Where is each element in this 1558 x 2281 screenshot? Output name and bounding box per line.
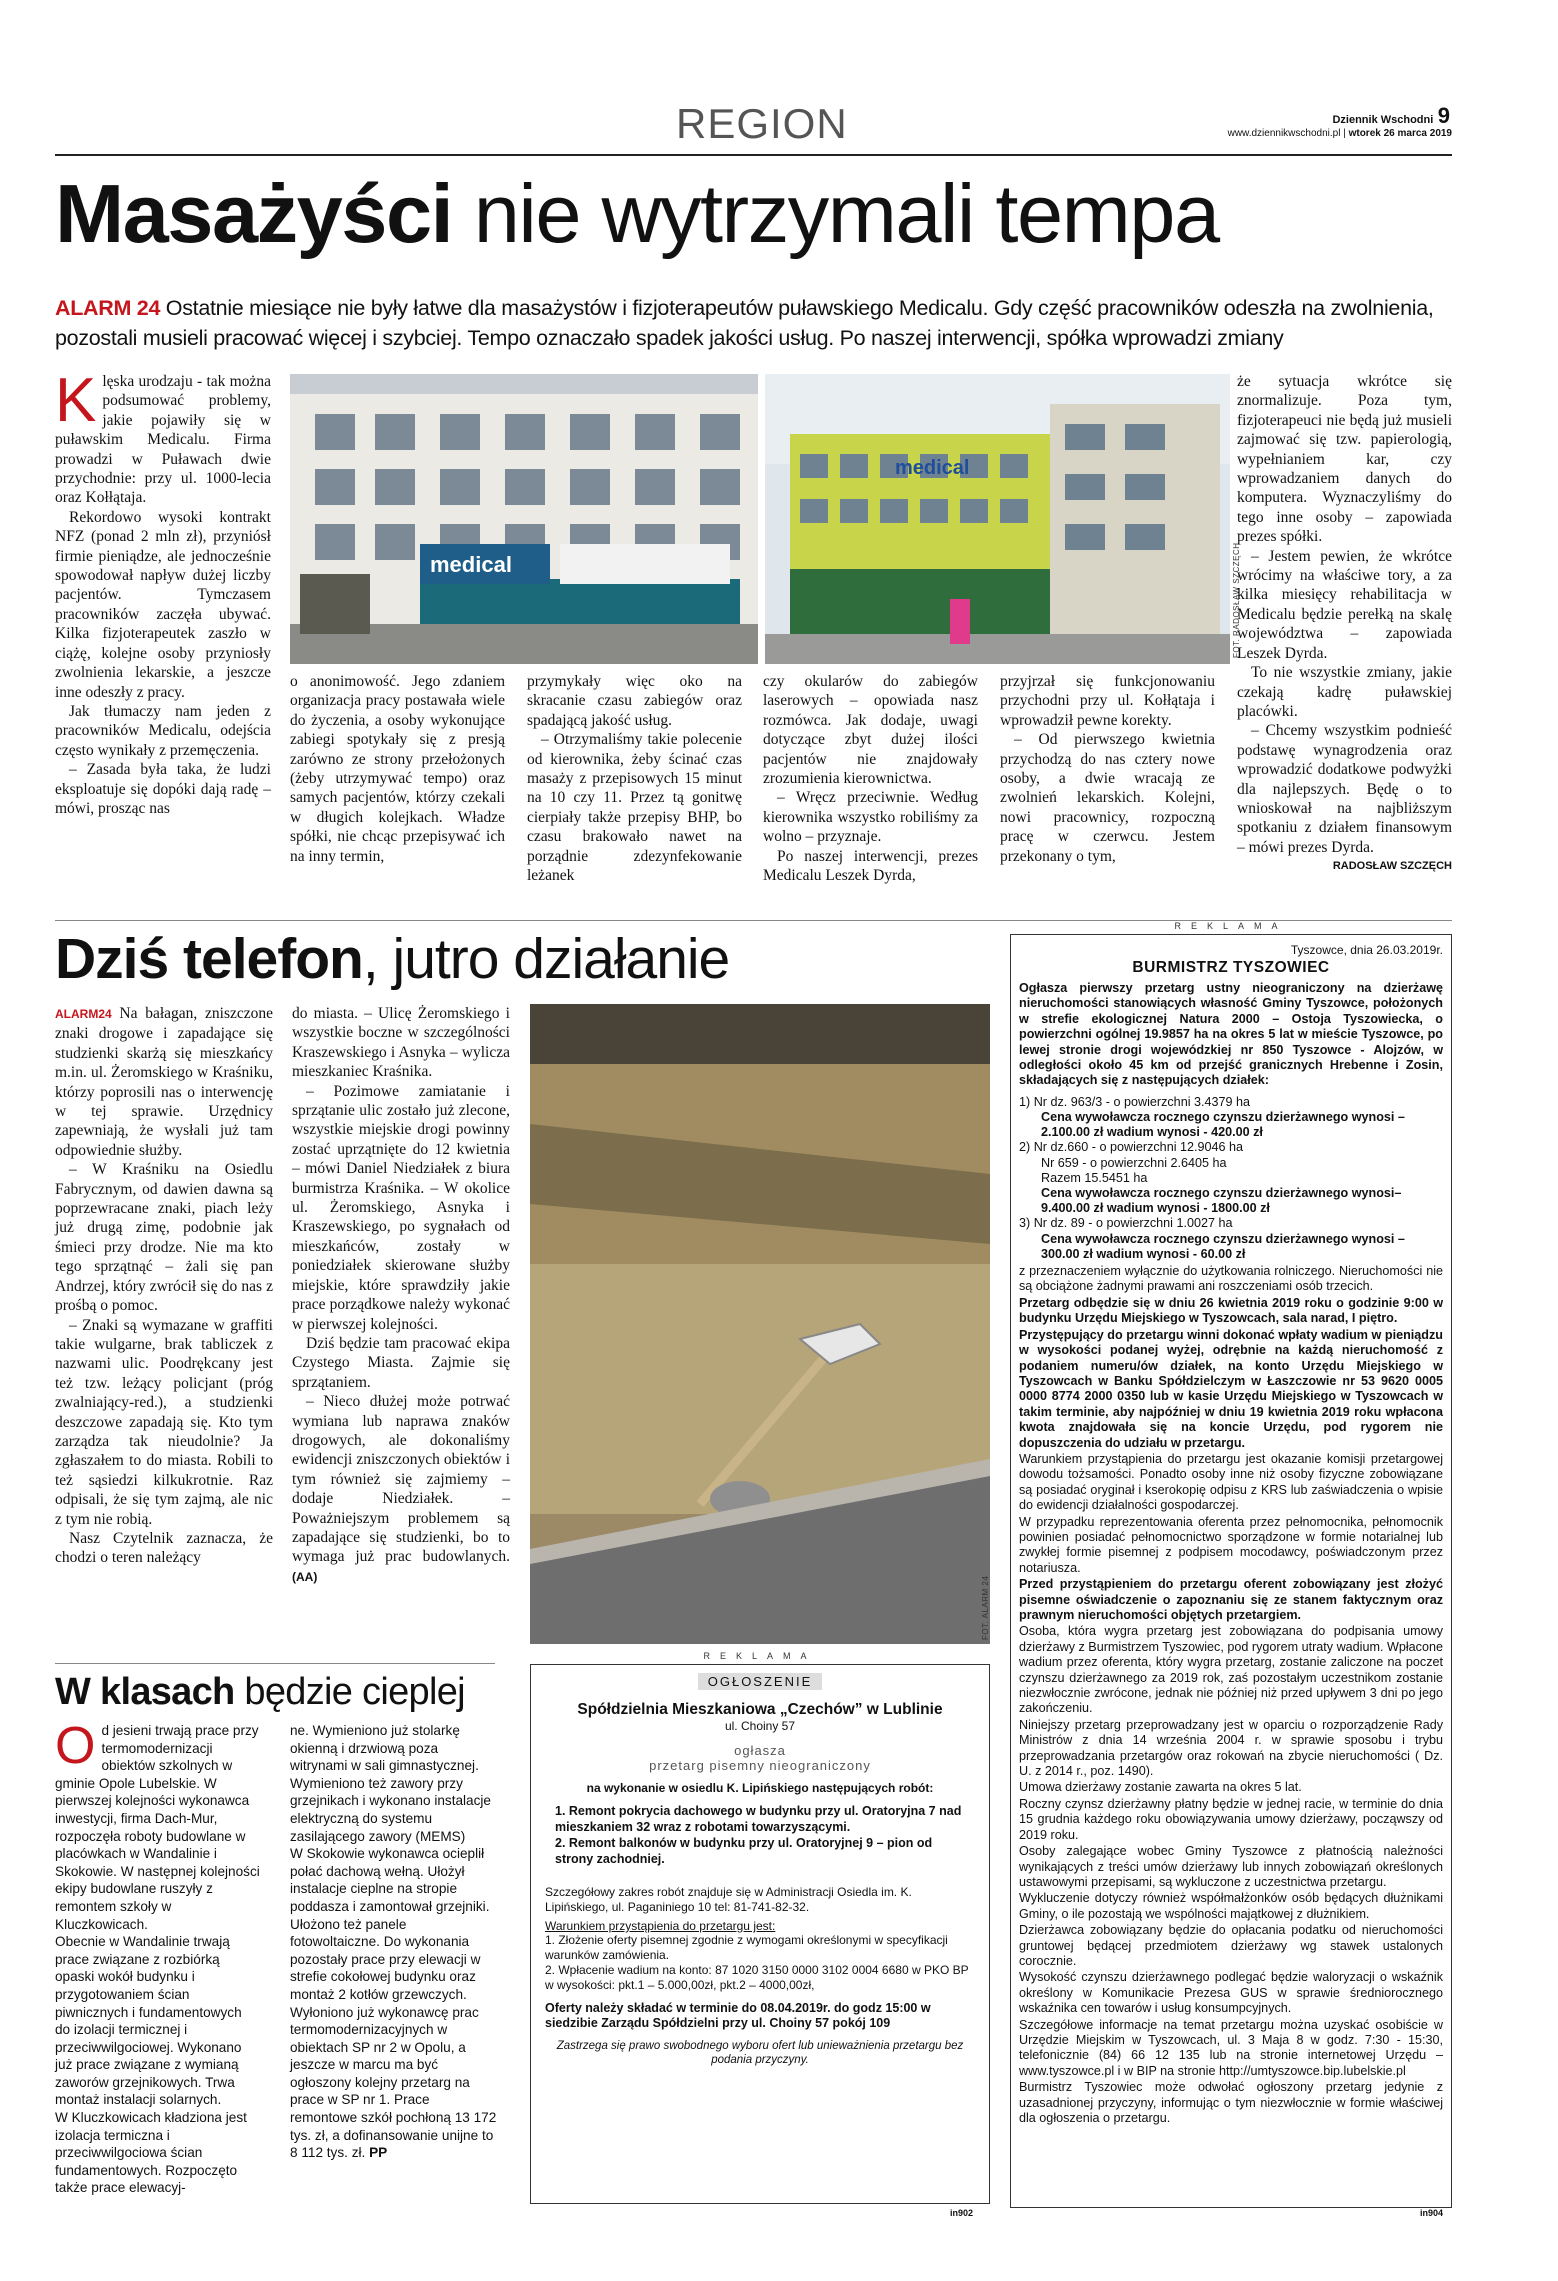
article1-text: Rekordowo wysoki kontrakt NFZ (ponad 2 mln zł), przyniósł firmie pieniądze, ale jednocześnie spowodował napływ dużej liczby pacjentów. Tymczasem pracowników zaczęła ubywać. Kilka fizjoterapeutek zaszło w ciążę, kolejne osoby przyniosły zwolnienia lekarskie, a jeszcze inne odeszły z pracy. <box>55 508 271 701</box>
sign-text: medical <box>895 457 970 479</box>
article1-title-rest: nie wytrzymali tempa <box>452 167 1219 260</box>
article1-title-bold: Masażyści <box>55 167 453 260</box>
ad-lot-price: Cena wywoławcza rocznego czynszu dzierżawnego wynosi – 2.100.00 zł wadium wynosi - 420.00 zł <box>1041 1110 1405 1140</box>
article1-text: o anonimowość. Jego zdaniem organizacja pracy postawała wiele do życzenia, a osoby wykonujące zabiegi spotykały się z presją zarówno ze strony przełożonych (żeby utrzymywać tempo) oraz samych pacjentów, którzy czekali w długich kolejkach. Władze spółki, nie chcąc przepisywać ich na inny termin, <box>290 673 505 865</box>
ad-paragraph: Dzierżawca zobowiązany będzie do opłacania podatku od nieruchomości gruntowej będącej przedmiotem dzierżawy wg stawek ustalonych corocznie. <box>1019 1923 1443 1968</box>
ad-title: BURMISTRZ TYSZOWIEC <box>1132 959 1330 976</box>
ad-code: in902 <box>950 2208 974 2218</box>
article2-title-rest: , jutro działanie <box>362 927 730 991</box>
ad-paragraph: Burmistrz Tyszowiec może odwołać ogłoszony przetarg jedynie z uzasadnionej przyczyny, informując o tym niezwłocznie w formie właściwej dla ogłoszenia o przetargu. <box>1019 2080 1443 2126</box>
fallen-road-sign-photo <box>530 1004 990 1644</box>
ad-tender: przetarg pisemny nieograniczony <box>649 1758 871 1773</box>
dropcap: O <box>55 1717 96 1775</box>
article3-text: ne. Wymieniono już stolarkę okienną i drzwiową poza witrynami w sali gimnastycznej. Wymieniono też zawory przy grzejnikach i wykonano instalacje elektryczną do systemu zasilającego zawory (MEMS) <box>290 1723 491 1844</box>
ad-paragraph: Przetarg odbędzie się w dniu 26 kwietnia 2019 roku o godzinie 9:00 w budynku Urzędu Miejskiego w Tyszowcach, sala narad, I piętro. <box>1019 1295 1443 1326</box>
article1-text: To nie wszystkie zmiany, jakie czekają kadrę puławskiej placówki. <box>1237 664 1452 720</box>
dropcap: K <box>55 366 97 435</box>
page-number: 9 <box>1437 103 1450 128</box>
ad-paragraph: Przystępujący do przetargu winni dokonać wpłaty wadium w pieniądzu w wysokości podanej wyżej, odrębnie na każdą nieruchomość z podaniem numeru/ów działek, na konto Urzędu Miejskiego w Tyszowcach w Banku Spółdzielczym w Łaszczowie nr 53 9620 0005 0000 8774 2000 0350 lub w kasie Urzędu Miejskiego w Tyszowcach w takim terminie, aby najpóźniej w dniu 19 kwietnia 2019 roku wpłacona kwota znajdowała się na koncie Urzędu, pod rygorem nie dopuszczenia do udziału w przetargu. <box>1019 1327 1443 1450</box>
ad-item: 2. Remont balkonów w budynku przy ul. Oratoryjnej 9 – pion od strony zachodniej. <box>555 1836 933 1866</box>
paper-name: Dziennik Wschodni <box>1332 114 1434 126</box>
article3-text: W Kluczkowicach kładziona jest izolacja termiczna i przeciwwilgociowa ścian fundamentowych. Rozpoczęto także prace elewacyj- <box>55 2110 247 2196</box>
ad-condition: 1. Złożenie oferty pisemnej zgodnie z wymogami określonymi w specyfikacji warunków zamówienia. <box>545 1933 948 1962</box>
ad-paragraph: Przed przystąpieniem do przetargu oferent zobowiązany jest złożyć pisemne oświadczenie o zapoznaniu się ze stanem faktycznym oraz prawnym nieruchomości objętych przetargiem. <box>1019 1577 1443 1623</box>
ad-lot: Razem 15.5451 ha <box>1041 1170 1148 1185</box>
ad-condition: 2. Wpłacenie wadium na konto: 87 1020 3150 0000 3102 0004 6680 w PKO BP w wysokości: pkt.1 – 5.000,00zł, pkt.2 – 4000,00zł, <box>545 1963 969 1992</box>
ad-lot-price: Cena wywoławcza rocznego czynszu dzierżawnego wynosi – 300.00 zł wadium wynosi - 60.00 zł <box>1041 1231 1405 1261</box>
ad-paragraph: Niniejszy przetarg przeprowadzany jest w oparciu o rozporządzenie Rady Ministrów z dnia 14 września 2004 r. w sprawie sposobu i trybu przeprowadzania przetargów oraz rokowań na zbycie nieruchomości ( Dz. U. z 2014 r., poz. 1490). <box>1019 1717 1443 1779</box>
article1-text: Jak tłumaczy nam jeden z pracowników Medicalu, odejścia często wynikały z przemęczenia. <box>55 702 271 759</box>
ad-lot: 2) Nr dz.660 - o powierzchni 12.9046 ha <box>1019 1140 1244 1155</box>
masthead-info <box>1200 103 1450 129</box>
ad-conditions <box>545 1933 975 1993</box>
ad-tyszowce <box>1010 934 1452 2208</box>
ad-item: 1. Remont pokrycia dachowego w budynku przy ul. Oratoryjna 7 nad mieszkaniem 32 wraz z robotami towarzyszącymi. <box>555 1804 962 1834</box>
article1-text: – Od pierwszego kwietnia przychodzą do nas cztery nowe osoby, a dwie wracają ze zwolnień lekarskich. Kolejni, nowi pracownicy, rozpoczną pracę w czerwcu. Jestem przekonany o tym, <box>1000 731 1215 865</box>
sign-text: medical <box>430 552 512 577</box>
article2-title <box>55 925 935 993</box>
article1-column-5 <box>1000 672 1215 866</box>
article1-text: Po naszej interwencji, prezes Medicalu Leszek Dyrda, <box>763 847 978 885</box>
ad-paragraph: W przypadku reprezentowania oferenta przez pełnomocnika, pełnomocnik powinien posiadać pełnomocnictwo sporządzone w formie notarialnej lub zwykłej formie pisemnej z podpisem mocodawcy, poświadczonym przez notariusza. <box>1019 1514 1443 1575</box>
ad-paragraph: z przeznaczeniem wyłącznie do użytkowania rolniczego. Nieruchomości nie są obciążone żadnymi prawami ani roszczeniami osób trzecich. <box>1019 1264 1443 1294</box>
article2-text: – Nieco dłużej może potrwać wymiana lub naprawa znaków drogowych, ale dokonaliśmy ewidencji zniszczonych obiektów i tym również się zajmiemy – dodaje Niedziałek. – Poważniejszym problemem są zapadające się studzienki, bo to wymaga już prac budowlanych. <box>292 1393 510 1566</box>
medical-building-photo-1 <box>290 374 758 664</box>
article3-title-rest: będzie cieplej <box>234 1671 465 1713</box>
ad-body <box>1019 1264 1443 2126</box>
ad-conditions-title: Warunkiem przystąpienia do przetargu jest: <box>545 1919 776 1933</box>
article1-column-4 <box>763 672 978 885</box>
ad-announces: ogłasza <box>734 1743 786 1758</box>
section-label: REGION <box>676 100 848 147</box>
article1-column-2 <box>290 672 505 866</box>
article2-text: do miasta. – Ulicę Żeromskiego i wszystkie boczne w szczególności Kraszewskiego i Asnyka – wylicza mieszkaniec Kraśnika. <box>292 1005 510 1081</box>
article1-column-1 <box>55 366 271 818</box>
ad-scope: Szczegółowy zakres robót znajduje się w Administracji Osiedla im. K. Lipińskiego, ul. Paganiniego 10 tel: 81-741-82-32. <box>545 1885 912 1914</box>
article1-text: czy okularów do zabiegów laserowych – opowiada nasz rozmówca. Jak dodaje, uwagi dotyczące zbyt dużej ilości pacjentów nie znajdowały zrozumienia kierownictwa. <box>763 673 978 788</box>
ad-czechow <box>530 1664 990 2204</box>
article3-text: Wyłoniono już wykonawcę prac termomodernizacyjnych w obiektach SP nr 2 w Opolu, a jeszcze w marcu ma być ogłoszony kolejny przetarg na prace w SP nr 1. Prace remontowe szkół pochłoną 13 172 tys. zł, a dofinansowanie unijne to 8 112 tys. zł. <box>290 2004 497 2161</box>
article1-column-3 <box>527 672 742 885</box>
ad-lot: Nr 659 - o powierzchni 2.6405 ha <box>1041 1155 1227 1170</box>
article3-column-2 <box>290 1722 498 2162</box>
article3-column-1 <box>55 1717 260 2197</box>
issue-date: wtorek 26 marca 2019 <box>1348 128 1452 139</box>
article2-text: Dziś będzie tam pracować ekipa Czystego Miasta. Zajmie się sprzątaniem. <box>292 1334 510 1391</box>
article2-text: – Znaki są wymazane w graffiti takie wulgarne, brak tabliczek z nazwami ulic. Poodrękcany jest też tzw. leżący policjant (próg zwalniający-red.), a studzienki deszczowe zapadają się. Kto tym zarządza tak nieudolnie? Ja zgłaszałem to do miasta. Robili to też sąsiedzi kilkukrotnie. Raz odpisali, że się tym zajmą, ale nic z tym nie robią. <box>55 1316 273 1528</box>
ad-address: ul. Choiny 57 <box>724 1719 796 1733</box>
ad-lot-price: Cena wywoławcza rocznego czynszu dzierżawnego wynosi– 9.400.00 zł wadium wynosi - 1800.00 zł <box>1041 1186 1402 1216</box>
photo-credit-1: FOT. RADOSŁAW SZCZĘCH <box>1232 542 1241 658</box>
article1-text: że sytuacja wkrótce się znormalizuje. Poza tym, fizjoterapeuci nie będą już musieli zajmować się tzw. papierologią, wypełnianiem kar, czy wprowadzaniem danych do komputera. Wyznaczyliśmy do tego inne osoby – zapowiada prezes spółki. <box>1237 373 1452 546</box>
article1-text: – Zasada była taka, że ludzi eksploatuje się dopóki dają radę – mówi, prosząc nas <box>55 761 271 817</box>
article1-lead <box>55 293 1452 353</box>
article1-text: – Chcemy wszystkim podnieść podstawę wynagrodzenia oraz wprowadzić dodatkowe podwyżki dla najlepszych. Będę o to wnioskował na najbliższym spotkaniu z działem finansowym – mówi prezes Dyrda. <box>1237 722 1452 856</box>
article2-text: – Pozimowe zamiatanie i sprzątanie ulic zostało już zlecone, wszystkie miejskie drogi powinny zostać uprzątnięte do 12 kwietnia – mówi Daniel Niedziałek z biura burmistrza Kraśnika. – W okolice ul. Żeromskiego, Asnyka i Kraszewskiego, po sygnałach od mieszkańców, zostały w poniedziałek skierowane służby miejskie, które sprawdziły jakie prace porządkowe należy wykonać w pierwszej kolejności. <box>292 1082 510 1333</box>
ad-lots <box>1019 1095 1443 1262</box>
article3-text: W Skokowie wykonawca ocieplił połać dachową wełną. Ułożył instalacje cieplne na stropie poddasza i zamontował grzejniki. Ułożono też panele fotowoltaiczne. Do wykonania pozostały prace przy elewacji w strefie cokołowej budynku oraz montaż 2 kotłów grzewczych. <box>290 1846 490 2002</box>
ad-paragraph: Szczegółowe informacje na temat przetargu można uzyskać osobiście w Urzędzie Miejskim w Tyszowcach, ul. 3 Maja 8 w godz. 7:30 - 15:30, telefonicznie (84) 66 12 135 lub na stronie internetowej Urzędu – www.tyszowce.pl i w BIP na stronie http://umtyszowce.bip.lubelskie.pl <box>1019 2017 1443 2078</box>
article2-author: (AA) <box>292 1569 318 1584</box>
article1-text: – Jestem pewien, że wkrótce wrócimy na właściwe tory, a za kilka miesięcy rehabilitacja w Medicalu będzie perełką na skalę województwa – zapowiada Leszek Dyrda. <box>1237 547 1452 662</box>
ad-paragraph: Roczny czynsz dzierżawny płatny będzie w jednej racie, w terminie do dnia 15 grudnia każdego roku obowiązywania umowy dzierżawy, począwszy od 2019 roku. <box>1019 1796 1443 1842</box>
article2-column-2 <box>292 1004 510 1587</box>
ad-lot: 1) Nr dz. 963/3 - o powierzchni 3.4379 ha <box>1019 1094 1251 1109</box>
ad-deadline: Oferty należy składać w terminie do 08.04.2019r. do godz 15:00 w siedzibie Zarządu Spółdzielni przy ul. Choiny 57 pokój 109 <box>545 2001 931 2030</box>
ad-label: OGŁOSZENIE <box>698 1673 823 1690</box>
photo-credit-2: FOT. ALARM 24 <box>981 1575 990 1640</box>
ad-intro: Ogłasza pierwszy przetarg ustny nieograniczony na dzierżawę nieruchomości stanowiących własność Gminy Tyszowce, położonych w strefie ekologicznej Natura 2000 – Ostoja Tyszowiecka, o powierzchni ogólnej 19.9857 ha na okres 5 lat w mieście Tyszowce, po lewej stronie drogi wojewódzkiej nr 850 Tyszowce - Alojzów, w odległości około 45 km od przejść granicznych Hrebenne i Zosin, składających się z następujących działek: <box>1019 981 1443 1088</box>
article1-text: – Wręcz przeciwnie. Według kierownika wszystko robiliśmy za wolno – przyznaje. <box>763 789 978 846</box>
alarm24-tag: ALARM24 <box>55 1007 112 1021</box>
article3-title <box>55 1668 500 1716</box>
alarm24-tag: ALARM 24 <box>55 296 161 320</box>
divider <box>55 1663 495 1664</box>
ad-paragraph: Warunkiem przystąpienia do przetargu jest okazanie komisji przetargowej dowodu tożsamości. Ponadto osoby inne niż osoby fizyczne zobowiązane są posiadać oryginał i kserokopię odpisu z KRS lub zaświadczenia o wpisie do ewidencji działalności gospodarczej. <box>1019 1451 1443 1513</box>
article2-text: – W Kraśniku na Osiedlu Fabrycznym, od dawien dawna są poprzewracane znaki, piach leży już drugą zimę, podobnie jak śmieci przy drodze. Nie ma kto tego sprzątnąć – żali się pan Andrzej, który zwrócił się do nas z prośbą o pomoc. <box>55 1161 273 1315</box>
ad-works <box>555 1803 965 1867</box>
article1-text: lęska urodzaju - tak można podsumować problemy, jakie pojawiły się w puławskim Medicalu. Firma prowadzi w Puławach dwie przychodnie: przy ul. 1000-lecia oraz Kołłątaja. <box>55 373 271 507</box>
ad-place-date: Tyszowce, dnia 26.03.2019r. <box>1290 943 1443 957</box>
article1-title <box>55 166 1455 262</box>
article3-title-bold: W klasach <box>55 1671 235 1713</box>
article2-text: Na bałagan, zniszczone znaki drogowe i zapadające się studzienki skarżą się mieszkańcy m.in. ul. Żeromskiego w Kraśniku, którzy poprosili nas o interwencję w tej sprawie. Urzędnicy zapewniają, że wysłali już tam odpowiednie służby. <box>55 1005 273 1159</box>
ad-code: in904 <box>1420 2208 1444 2218</box>
ad-paragraph: Osoba, która wygra przetarg jest zobowiązana do podpisania umowy dzierżawy z Burmistrzem Tyszowiec, pod rygorem utraty wadium. Wpłacone wadium przez oferenta, który wygra przetarg, zostanie zaliczone na poczet czynszu dzierżawnego za 2019 rok, zaś pozostałym uczestnikom zostanie niezwłocznie zwrócone, jednak nie później niż przed upływem 3 dni po jego zakończeniu. <box>1019 1624 1443 1716</box>
reklama-label: REKLAMA <box>703 1651 817 1661</box>
ad-reserve: Zastrzega się prawo swobodnego wyboru ofert lub unieważnienia przetargu bez podania przyczyny. <box>556 2040 964 2066</box>
medical-building-photo-2 <box>765 374 1230 664</box>
ad-org: Spółdzielnia Mieszkaniowa „Czechów” w Lublinie <box>577 1701 943 1718</box>
ad-paragraph: Osoby zalegające wobec Gminy Tyszowce z płatnością należności wynikających z treści umów dzierżawy lub innych zobowiązań określonych ustawowymi przepisami, są wykluczone z uczestnictwa przetargu. <box>1019 1844 1443 1889</box>
article2-text: Nasz Czytelnik zaznacza, że chodzi o teren należący <box>55 1529 273 1567</box>
article3-text: Obecnie w Wandalinie trwają prace związane z rozbiórką opaski wokół budynku i przygotowaniem ścian piwnicznych i fundamentowych do izolacji termicznej i przeciwwilgociowej. Wykonano już prace związane z wymianą zaworów grzejnikowych. Trwa montaż instalacji solarnych. <box>55 1934 242 2108</box>
ad-paragraph: Wysokość czynszu dzierżawnego podlegać będzie waloryzacji o wskaźnik określony w Komunikacie Prezesa GUS w sprawie średniorocznego wskaźnika cen towarów i usług konsumpcyjnych. <box>1019 1970 1443 2016</box>
reklama-label: REKLAMA <box>1174 921 1288 931</box>
ad-paragraph: Wykluczenie dotyczy również współmałżonków osób będących dłużnikami Gminy, o ile pozostają we wspólności majątkowej z dłużnikiem. <box>1019 1891 1443 1921</box>
article1-author: RADOSŁAW SZCZĘCH <box>1332 860 1452 873</box>
ad-paragraph: Umowa dzierżawy zostanie zawarta na okres 5 lat. <box>1019 1780 1302 1795</box>
article2-column-1 <box>55 1004 273 1568</box>
header-rule <box>55 154 1452 156</box>
article2-title-bold: Dziś telefon <box>55 927 363 991</box>
article1-text: przymykały więc oko na skracanie czasu zabiegów oraz spadającą jakość usług. <box>527 673 742 729</box>
article1-column-6 <box>1237 372 1452 877</box>
website: www.dziennikwschodni.pl <box>1227 128 1341 139</box>
article1-text: – Otrzymaliśmy takie polecenie od kierownika, żeby ścinać czas masaży z przepisowych 15 minut na 10 czy 11. Przez tą gonitwę cierpiały także przepisy BHP, bo czasu brakowało nawet na porządnie zdezynfekowanie leżanek <box>527 731 742 885</box>
article3-text: d jesieni trwają prace przy termomodernizacji obiektów szkolnych w gminie Opole Lubelskie. W pierwszej kolejności wykonawca inwestycji, firma Dach-Mur, rozpoczęła roboty budowlane w placówkach w Wandalinie i Skokowie. W następnej kolejności ekipy budowlane ruszyły z remontem szkoły w Kluczkowicach. <box>55 1723 260 1932</box>
ad-intro: na wykonanie w osiedlu K. Lipińskiego następujących robót: <box>586 1781 934 1795</box>
article1-text: przyjrzał się funkcjonowaniu przychodni przy ul. Kołłątaja i wprowadził pewne korekty. <box>1000 673 1215 729</box>
article1-lead-text: Ostatnie miesiące nie były łatwe dla masażystów i fizjoterapeutów puławskiego Medicalu. Gdy część pracowników odeszła na zwolnienia, pozostali musieli pracować więcej i szybciej. Tempo oznaczało spadek jakości usług. Po naszej interwencji, spółka wprowadzi zmiany <box>55 296 1434 350</box>
ad-lot: 3) Nr dz. 89 - o powierzchni 1.0027 ha <box>1019 1216 1233 1231</box>
article3-author: PP <box>369 2145 388 2161</box>
masthead-date: www.dziennikwschodni.pl | wtorek 26 marca 2019 <box>1227 128 1452 139</box>
